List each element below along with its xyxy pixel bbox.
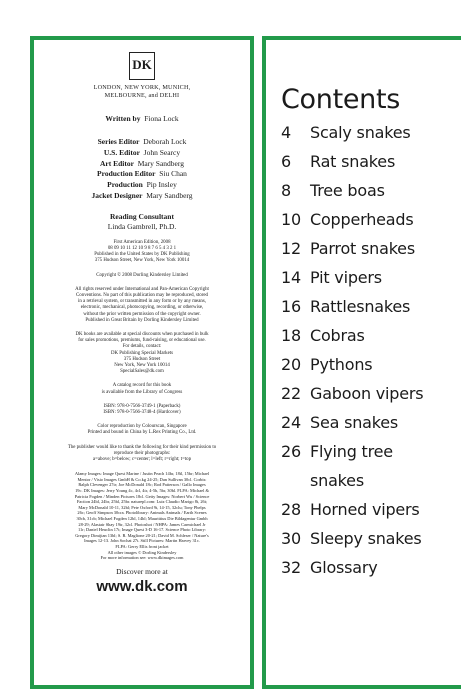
entry-title: Tree boas — [310, 181, 385, 200]
publisher-cities: LONDON, NEW YORK, MUNICH, MELBOURNE, and DELHI — [93, 84, 191, 99]
written-by: Written by Fiona Lock — [105, 114, 179, 123]
contents-entry[interactable] — [281, 495, 457, 524]
contents-title: Contents — [281, 84, 401, 115]
page-number: 20 — [281, 355, 301, 374]
credits-list — [44, 137, 240, 202]
contents-entry[interactable] — [281, 437, 457, 466]
credit-row: U.S. Editor John Searcy — [103, 147, 181, 157]
contents-entry[interactable] — [281, 321, 457, 350]
page-number: 30 — [281, 529, 301, 548]
website-link[interactable]: www.dk.com — [96, 577, 188, 595]
isbn-info: ISBN: 978-0-7566-3749-1 (Paperback) ISBN: 978-0-7566-3748-4 (Hardcover) — [103, 403, 181, 416]
catalog-record: A catalog record for this book is available from the Library of Congress — [101, 383, 183, 395]
copyright-page — [44, 52, 240, 595]
contents-entry[interactable] — [281, 553, 457, 582]
page-number: 10 — [281, 210, 301, 229]
entry-title: Pythons — [310, 355, 373, 374]
entry-title: Horned vipers — [310, 500, 420, 519]
entry-title: Gaboon vipers — [310, 384, 424, 403]
left-border-left — [30, 36, 34, 689]
contents-entry[interactable] — [281, 408, 457, 437]
copyright-line: Copyright © 2008 Dorling Kindersley Limited — [96, 272, 188, 278]
credit-row: Production Editor Siu Chan — [97, 169, 187, 179]
credit-row: Jacket Designer Mary Sandberg — [91, 190, 193, 200]
contents-entry[interactable] — [281, 118, 457, 147]
page-number: 6 — [281, 152, 291, 171]
reading-consultant: Reading Consultant Linda Gambrell, Ph.D. — [107, 211, 177, 231]
right-border-top — [262, 36, 461, 40]
contents-page — [281, 84, 457, 582]
right-border-bottom — [262, 685, 461, 689]
entry-title: Parrot snakes — [310, 239, 415, 258]
edition-info: First American Edition, 2008 08 09 10 11 12 10 9 8 7 6 5 4 3 2 1 Published in the United States by DK Publishing 375 Hudson Street, New York, New York 10014 — [94, 239, 190, 264]
left-border-bottom — [30, 685, 254, 689]
entry-title: Glossary — [310, 558, 378, 577]
contents-entry[interactable] — [281, 350, 457, 379]
page-number: 12 — [281, 239, 301, 258]
entry-title: Copperheads — [310, 210, 414, 229]
contents-entry[interactable] — [281, 524, 457, 553]
left-border-top — [30, 36, 254, 40]
page-number: 32 — [281, 558, 301, 577]
credit-row: Art Editor Mary Sandberg — [99, 158, 184, 168]
contents-entry[interactable] — [281, 234, 457, 263]
contents-entry[interactable] — [281, 379, 457, 408]
thanks-notice: The publisher would like to thank the following for their kind permission to reproduce their photographs: a=above; b=below; c=center; l=left; r=right; t=top — [67, 444, 217, 463]
contents-entry[interactable] — [281, 176, 457, 205]
contents-entry[interactable] — [281, 263, 457, 292]
contents-entry[interactable] — [281, 205, 457, 234]
page-number: 18 — [281, 326, 301, 345]
entry-title: Flying tree — [310, 442, 393, 461]
discover-more-text: Discover more at — [116, 566, 168, 576]
credit-row: Series Editor Deborah Lock — [97, 137, 187, 146]
entry-title: Cobras — [310, 326, 365, 345]
entry-title: Pit vipers — [310, 268, 382, 287]
contents-entry[interactable] — [281, 147, 457, 176]
contents-entry[interactable] — [281, 292, 457, 321]
page-number: 16 — [281, 297, 301, 316]
rights-notice: All rights reserved under International and Pan-American Copyright Conventions. No part of this publication may be reproduced, stored in a retrieval system, or transmitted in any form or by any means, electronic, mechanical, photocopying, recording, or otherwise, without the prior written permission of the copyright owner. Published in Great Britain by Dorling Kindersley Limited — [75, 286, 209, 323]
page-number: 24 — [281, 413, 301, 432]
page-number: 4 — [281, 123, 291, 142]
dk-logo: DK — [129, 52, 155, 80]
entry-title: Sea snakes — [310, 413, 399, 432]
page-number: 26 — [281, 442, 301, 461]
credit-row: Production Pip Insley — [107, 180, 177, 190]
page-number: 22 — [281, 384, 301, 403]
left-border-right — [250, 36, 254, 689]
entry-title: Rattlesnakes — [310, 297, 411, 316]
entry-title: Rat snakes — [310, 152, 396, 171]
page-number: 8 — [281, 181, 291, 200]
entry-title-continued: snakes — [310, 471, 364, 490]
page-number: 28 — [281, 500, 301, 519]
entry-title: Scaly snakes — [310, 123, 411, 142]
printing-info: Color reproduction by Colourscan, Singapore Printed and bound in China by L.Rex Printing Co., Ltd. — [87, 424, 197, 436]
page-number: 14 — [281, 268, 301, 287]
right-border-left — [262, 36, 266, 689]
contents-entry-continued[interactable] — [281, 466, 457, 495]
bulk-sales-notice: DK books are available at special discounts when purchased in bulk for sales promotions, premiums, fund-raising, or educational use. For details, contact: DK Publishing Special Markets 375 Hudson Street New York, New York 10014 SpecialSales@dk.com — [75, 332, 209, 375]
photo-credits: Alamy Images: Image Quest Marine / Justin Peach 14br, 18tl, 15br; Michael Mentor / Visio Images GmbH & Co.kg 24-25; Dan Sullivan 30cl. Corbis: Ralph Clevenger 27tr; Joe McDonald 18c; Rod Patterson / Gallo Images 19c. DK Images: Jerry Young 4c, 4cl, 4tr, 4-5b, 5br, 30bl. FLPA: Michael & Patricia Fogden / Minden Pictures 18cl. Getty Images: Norbert Wu / Science Faction 24bl, 24br, 25bl, 25br. naturepl.com: Luiz Claudio Marigo 8t, 26t; Mary McDonald 10-11, 32bl; Pete Oxford 9t, 14-15, 32clu; Tony Phelps 26c; Geoff Simpson 30cra. Photolibrary: Animals Animals / Earth Scenes 30cb, 31cb; Michael Fogden 12bl, 14bl; Maurittius Die Bildagentur Gmbh 28-29; Alastair Shay 19tr, 32cl. Photoshot / NHPA: James Carmichael Jr 11r; Daniel Heuclin 17t; Image Quest 3-D 16-17. Science Photo Library: Gregory Dimijian 13bl; S. R. Maglione 20-21; David M. Schleser / Nature's Images 12-13. John Sochat 27t. Still Pictures: Martin Harvey 31c. FLPA: Gerry Ellis front jacket All other images © Dorling Kindersley For more information see: www.dkimages.com — [74, 471, 210, 561]
entry-title: Sleepy snakes — [310, 529, 422, 548]
